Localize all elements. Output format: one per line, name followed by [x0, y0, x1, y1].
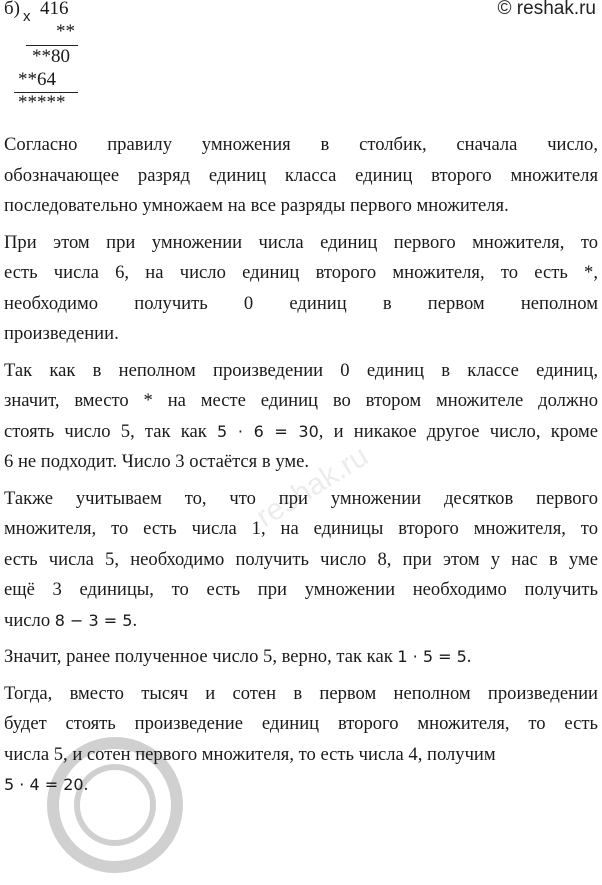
text-line: произведении. — [4, 323, 119, 344]
text-line: есть числа 6, на число единиц второго множителя, то есть *, — [4, 262, 598, 283]
paragraph — [4, 356, 598, 478]
multiply-sign: x — [23, 8, 31, 25]
math-expression: 1 · 5 = 5 — [397, 647, 467, 666]
math-expression: 5 · 4 = 20 — [4, 775, 84, 794]
partial-product-1: **80 — [32, 46, 70, 67]
text-fragment: . — [132, 609, 138, 631]
text-line: ещё 3 единицы, то есть при умножении необходимо получить — [4, 579, 598, 600]
text-fragment: . — [466, 646, 472, 667]
diagonal-watermark: reshak.ru — [250, 439, 375, 534]
text-fragment: Значит, ранее полученное число 5, верно, так как — [4, 646, 398, 667]
text-line: 6 не подходит. Число 3 остаётся в уме. — [4, 451, 310, 472]
text-line: обозначающее разряд единиц класса единиц второго множителя — [4, 164, 598, 186]
text-fragment: . — [83, 774, 89, 795]
paragraph — [4, 642, 598, 673]
text-fragment: , и никакое другое число, кроме — [318, 420, 599, 442]
paragraph — [4, 484, 598, 637]
text-fragment: стоять число 5, так как — [4, 420, 218, 442]
math-expression: 8 − 3 = 5 — [54, 610, 133, 630]
text-line: Тогда, вместо тысяч и сотен в первом неполном произведении — [4, 682, 598, 704]
text-line — [4, 770, 598, 801]
math-expression: 5 · 6 = 30 — [217, 421, 319, 441]
site-watermark: © reshak.ru — [497, 0, 596, 19]
text-line — [4, 417, 598, 448]
text-line: последовательно умножаем на все разряды первого множителя. — [4, 195, 509, 216]
text-line: Так как в неполном произведении 0 единиц в классе единиц, — [4, 359, 598, 381]
text-line: будет стоять произведение единиц второго множителя, то есть — [4, 713, 598, 734]
text-line — [4, 642, 598, 673]
solution-text — [4, 130, 598, 801]
text-line: числа 5, и сотен первого множителя, то есть числа 4, получим — [4, 743, 496, 765]
partial-product-2: **64 — [18, 69, 56, 90]
text-line: Согласно правилу умножения в столбик, сначала число, — [4, 134, 598, 155]
paragraph — [4, 228, 598, 350]
text-line: При этом при умножении числа единиц первого множителя, то — [4, 231, 598, 253]
multiplier: ** — [56, 21, 75, 42]
task-letter: б) — [4, 0, 20, 19]
text-line — [4, 606, 598, 637]
text-line: значит, вместо * на месте единиц во втором множителе должно — [4, 390, 598, 411]
task-label — [4, 0, 31, 25]
text-fragment: число — [4, 609, 55, 631]
text-line: есть числа 5, необходимо получить число 8, при этом у нас в уме — [4, 548, 598, 570]
multiplicand: 416 — [40, 0, 69, 19]
text-line: множителя, то есть числа 1, на единицы второго множителя, то — [4, 518, 598, 539]
paragraph — [4, 679, 598, 801]
paragraph — [4, 130, 598, 222]
text-line: Также учитываем то, что при умножении десятков первого — [4, 487, 598, 509]
text-line: необходимо получить 0 единиц в первом неполном — [4, 292, 598, 314]
final-product: ***** — [18, 92, 66, 113]
